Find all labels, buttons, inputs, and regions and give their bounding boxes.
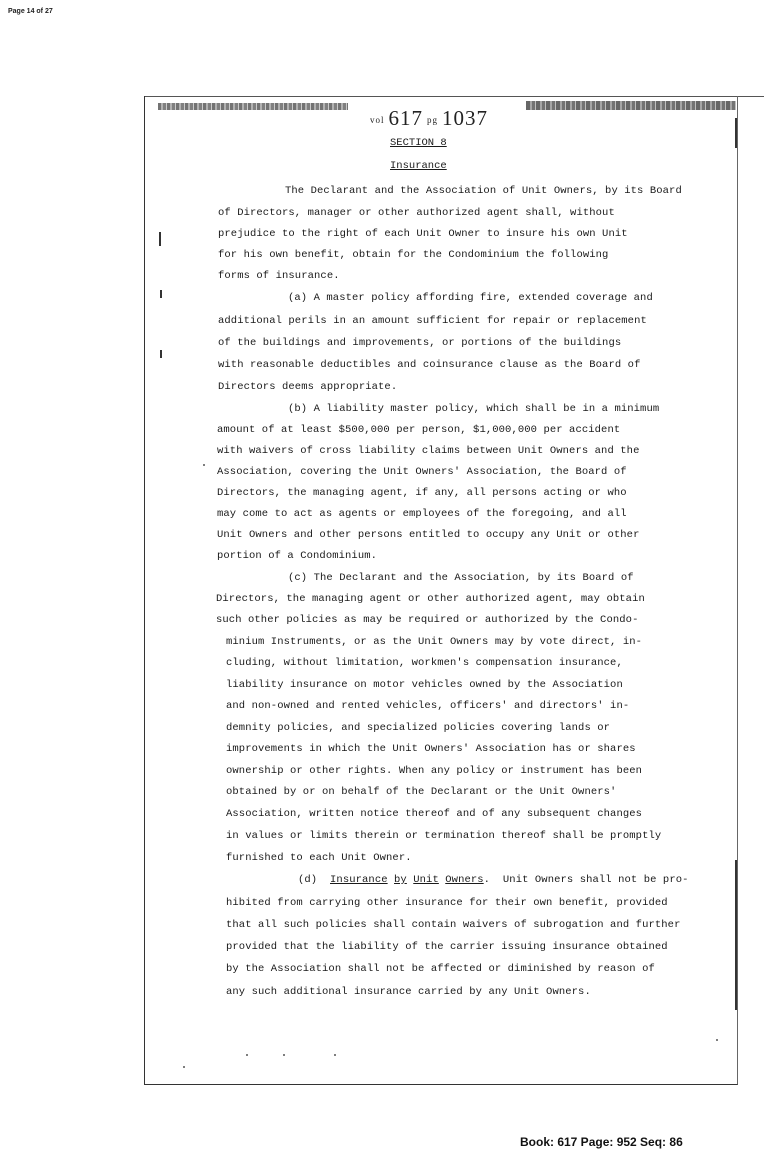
para-d-line: hibited from carrying other insurance for their own benefit, provided [226,897,668,909]
speck [246,1054,248,1056]
margin-mark [160,350,162,358]
body-line: (a) A master policy affording fire, extended coverage and [288,292,653,304]
margin-mark [160,290,162,298]
body-line: Directors, the managing agent or other authorized agent, may obtain [216,593,645,605]
body-line: The Declarant and the Association of Unit Owners, by its Board [285,185,682,197]
body-line: with reasonable deductibles and coinsurance clause as the Board of [218,359,641,371]
para-d-heading-end: . [483,874,491,886]
para-d-heading-3: Unit [413,874,439,886]
body-line: forms of insurance. [218,270,340,282]
para-d-label: (d) [298,874,318,886]
book-reference [366,106,488,131]
body-line: with waivers of cross liability claims between Unit Owners and the [217,445,640,457]
body-line: of the buildings and improvements, or portions of the buildings [218,337,622,349]
body-line: in values or limits therein or termination thereof shall be promptly [226,830,662,842]
body-line: (b) A liability master policy, which shall be in a minimum [288,403,660,415]
header-band-left [158,103,348,110]
body-line: liability insurance on motor vehicles owned by the Association [226,679,623,691]
speck [183,1066,185,1068]
header-band-right [526,101,736,110]
margin-mark [735,118,737,148]
body-line: (c) The Declarant and the Association, by its Board of [288,572,634,584]
margin-mark [735,860,737,1010]
speck [716,1039,718,1041]
speck [203,464,205,466]
body-line: furnished to each Unit Owner. [226,852,412,864]
document-frame [144,96,738,1085]
body-line: demnity policies, and specialized policies covering lands or [226,722,611,734]
body-line: portion of a Condominium. [217,550,378,562]
body-line: of Directors, manager or other authorized agent shall, without [218,207,615,219]
speck [283,1054,285,1056]
body-line: improvements in which the Unit Owners' Association has or shares [226,743,636,755]
body-line: and non-owned and rented vehicles, officers' and directors' in- [226,700,630,712]
body-line: minium Instruments, or as the Unit Owners may by vote direct, in- [226,636,643,648]
section-title: SECTION 8 [390,137,447,149]
book-ref-book: 617 [388,106,424,130]
body-line: obtained by or on behalf of the Declarant or the Unit Owners' [226,786,617,798]
para-d-line: that all such policies shall contain waivers of subrogation and further [226,919,681,931]
body-line: Unit Owners and other persons entitled to occupy any Unit or other [217,529,640,541]
para-d-first-rest: Unit Owners shall not be pro- [502,874,689,886]
para-d-heading-1: Insurance [330,874,388,886]
body-line: for his own benefit, obtain for the Condominium the following [218,249,609,261]
footer-book-reference: Book: 617 Page: 952 Seq: 86 [520,1135,683,1149]
body-line: Association, covering the Unit Owners' Association, the Board of [217,466,627,478]
para-d-line: any such additional insurance carried by any Unit Owners. [226,986,591,998]
para-d-line: by the Association shall not be affected or diminished by reason of [226,963,655,975]
book-ref-prefix: vol [370,115,385,126]
body-line: such other policies as may be required or authorized by the Condo- [216,614,639,626]
body-line: amount of at least $500,000 per person, $1,000,000 per accident [217,424,621,436]
para-d-heading-2: by [394,874,407,886]
book-ref-sep: pg [427,115,439,126]
para-d-heading-4: Owners [445,874,484,886]
book-ref-page: 1037 [442,106,489,130]
para-d-first-line [298,874,689,886]
para-d-line: provided that the liability of the carrier issuing insurance obtained [226,941,668,953]
body-line: additional perils in an amount sufficient for repair or replacement [218,315,647,327]
body-line: Directors deems appropriate. [218,381,398,393]
body-line: may come to act as agents or employees of the foregoing, and all [217,508,627,520]
body-line: cluding, without limitation, workmen's compensation insurance, [226,657,623,669]
section-subtitle: Insurance [390,160,447,172]
body-line: prejudice to the right of each Unit Owner to insure his own Unit [218,228,628,240]
speck [334,1054,336,1056]
margin-mark [159,232,161,246]
body-line: Association, written notice thereof and of any subsequent changes [226,808,643,820]
body-line: Directors, the managing agent, if any, all persons acting or who [217,487,627,499]
page-header: Page 14 of 27 [8,8,53,15]
body-line: ownership or other rights. When any policy or instrument has been [226,765,643,777]
